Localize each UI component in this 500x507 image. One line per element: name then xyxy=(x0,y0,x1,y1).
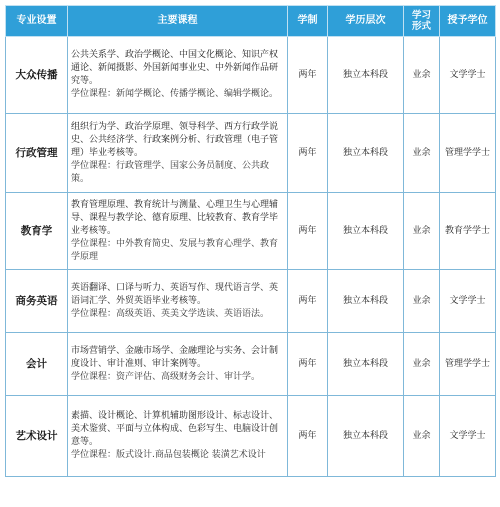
table-header-row xyxy=(6,6,496,37)
header-degree: 授予学位 xyxy=(440,6,496,37)
degree-courses-text: 学位课程：资产评估、高级财务会计、审计学。 xyxy=(71,371,261,382)
degree-cell: 文学学士 xyxy=(440,396,496,477)
major-cell: 艺术设计 xyxy=(6,396,68,477)
degree-courses-text: 学位课程：版式设计.商品包装概论 装潢艺术设计 xyxy=(71,450,266,460)
duration-cell: 两年 xyxy=(288,396,328,477)
mode-cell: 业余 xyxy=(404,193,440,270)
table-row xyxy=(6,333,496,396)
major-cell: 大众传播 xyxy=(6,37,68,114)
degree-cell: 教育学学士 xyxy=(440,193,496,270)
courses-text: 市场营销学、金融市场学、金融理论与实务、会计制度设计、审计准则、审计案例等。 xyxy=(71,345,279,369)
major-cell: 教育学 xyxy=(6,193,68,270)
header-major: 专业设置 xyxy=(6,6,68,37)
header-mode xyxy=(404,6,440,37)
courses-text: 教育管理原理、教育统计与测量、心理卫生与心理辅导、课程与教学论、德育原理、比较教育、教育学毕业考核等。 xyxy=(71,199,279,236)
major-cell: 商务英语 xyxy=(6,270,68,333)
mode-cell: 业余 xyxy=(404,114,440,193)
courses-cell xyxy=(68,333,288,396)
mode-cell: 业余 xyxy=(404,333,440,396)
level-cell: 独立本科段 xyxy=(328,37,404,114)
degree-cell: 文学学士 xyxy=(440,37,496,114)
table-row xyxy=(6,193,496,270)
degree-courses-text: 学位课程：行政管理学、国家公务员制度、公共政策。 xyxy=(71,160,270,184)
degree-cell: 文学学士 xyxy=(440,270,496,333)
courses-text: 英语翻译、口译与听力、英语写作、现代语言学、英语词汇学、外贸英语毕业考核等。 xyxy=(71,282,279,306)
degree-cell: 管理学学士 xyxy=(440,333,496,396)
level-cell: 独立本科段 xyxy=(328,114,404,193)
program-table-wrapper xyxy=(5,5,495,477)
degree-courses-text: 学位课程：新闻学概论、传播学概论、编辑学概论。 xyxy=(71,89,279,99)
table-row xyxy=(6,270,496,333)
level-cell: 独立本科段 xyxy=(328,396,404,477)
courses-text: 公共关系学、政治学概论、中国文化概论、知识产权通论、新闻摄影、外国新闻事业史、中外新闻作品研究等。 xyxy=(71,50,279,86)
courses-text: 组织行为学、政治学原理、领导科学、西方行政学说史、公共经济学、行政案例分析、行政管理（电子管理）毕业考核等。 xyxy=(71,121,279,158)
header-mode-line2: 形式 xyxy=(411,21,431,32)
level-cell: 独立本科段 xyxy=(328,333,404,396)
level-cell: 独立本科段 xyxy=(328,270,404,333)
program-table xyxy=(5,5,496,477)
header-mode-line1: 学习 xyxy=(411,10,431,21)
table-row xyxy=(6,114,496,193)
duration-cell: 两年 xyxy=(288,333,328,396)
header-duration: 学制 xyxy=(288,6,328,37)
courses-cell xyxy=(68,193,288,270)
table-row xyxy=(6,396,496,477)
courses-cell xyxy=(68,270,288,333)
mode-cell: 业余 xyxy=(404,37,440,114)
level-cell: 独立本科段 xyxy=(328,193,404,270)
major-cell: 行政管理 xyxy=(6,114,68,193)
courses-cell xyxy=(68,396,288,477)
header-level: 学历层次 xyxy=(328,6,404,37)
courses-cell xyxy=(68,37,288,114)
duration-cell: 两年 xyxy=(288,37,328,114)
header-courses: 主要课程 xyxy=(68,6,288,37)
duration-cell: 两年 xyxy=(288,114,328,193)
major-cell: 会计 xyxy=(6,333,68,396)
courses-text: 素描、设计概论、计算机辅助图形设计、标志设计、美术鉴赏、平面与立体构成、色彩写生、电脑设计创意等。 xyxy=(71,411,279,447)
mode-cell: 业余 xyxy=(404,270,440,333)
mode-cell: 业余 xyxy=(404,396,440,477)
degree-cell: 管理学学士 xyxy=(440,114,496,193)
degree-courses-text: 学位课程：高级英语、英美文学选读、英语语法。 xyxy=(71,308,270,319)
duration-cell: 两年 xyxy=(288,193,328,270)
table-row xyxy=(6,37,496,114)
duration-cell: 两年 xyxy=(288,270,328,333)
courses-cell xyxy=(68,114,288,193)
degree-courses-text: 学位课程：中外教育简史、发展与教育心理学、教育学原理 xyxy=(71,238,279,262)
